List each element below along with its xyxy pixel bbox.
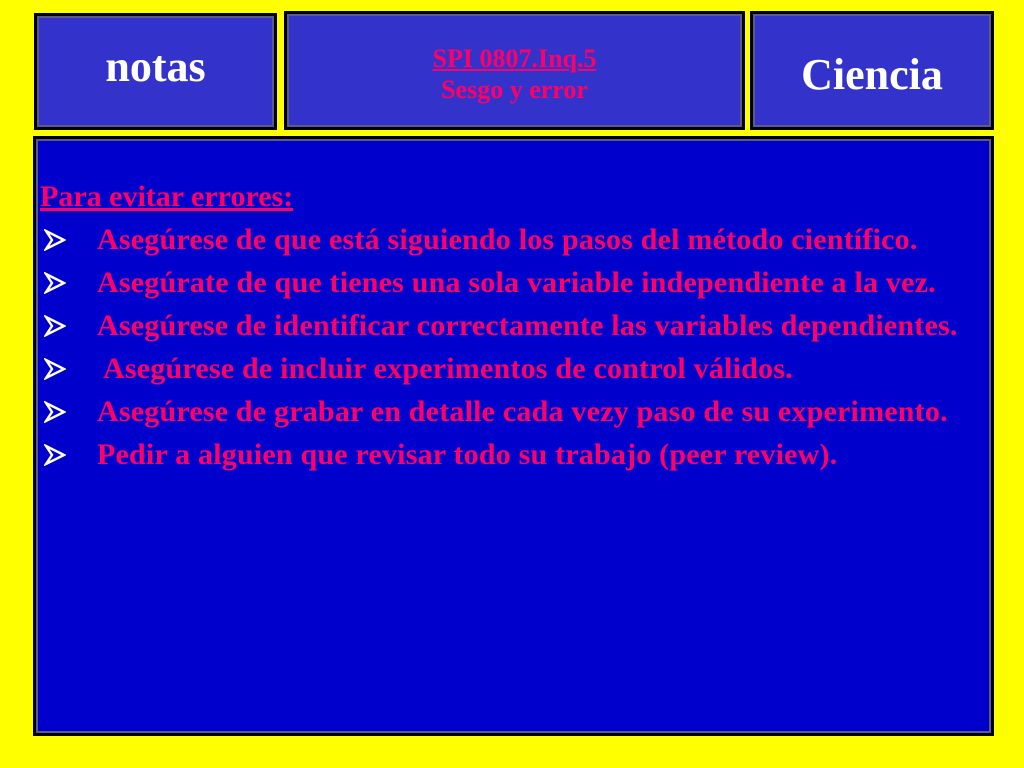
ciencia-label: Ciencia <box>801 49 943 99</box>
spi-subtitle: Sesgo y error <box>441 74 588 104</box>
bullet-item <box>40 347 977 390</box>
arrowhead-bullet-icon <box>44 358 66 380</box>
arrowhead-bullet-icon <box>44 444 66 466</box>
arrowhead-bullet-icon <box>44 315 66 337</box>
bullet-list <box>40 218 977 476</box>
main-content-box <box>33 136 994 736</box>
bullet-item <box>40 390 977 433</box>
notas-label: notas <box>105 41 206 91</box>
notas-box <box>34 13 277 130</box>
arrowhead-bullet-icon <box>44 229 66 251</box>
bullet-text: Asegúrese de grabar en detalle cada vezy paso de su experimento. <box>97 395 948 428</box>
bullet-text: Asegúrese de identificar correctamente las variables dependientes. <box>97 309 958 342</box>
arrowhead-bullet-icon <box>44 272 66 294</box>
bullet-text: Pedir a alguien que revisar todo su trabajo (peer review). <box>97 438 838 471</box>
bullet-item <box>40 261 977 304</box>
arrowhead-bullet-icon <box>44 401 66 423</box>
section-heading: Para evitar errores: <box>40 180 294 213</box>
ciencia-box <box>750 11 994 130</box>
spi-box <box>284 11 745 130</box>
bullet-item <box>40 433 977 476</box>
bullet-text: Asegúrese de que está siguiendo los pasos del método científico. <box>97 223 918 256</box>
bullet-text: Asegúrate de que tienes una sola variable independiente a la vez. <box>97 266 936 299</box>
bullet-item <box>40 304 977 347</box>
bullet-item <box>40 218 977 261</box>
spi-code: SPI 0807.Inq.5 <box>432 43 597 73</box>
bullet-text: Asegúrese de incluir experimentos de control válidos. <box>97 352 793 385</box>
